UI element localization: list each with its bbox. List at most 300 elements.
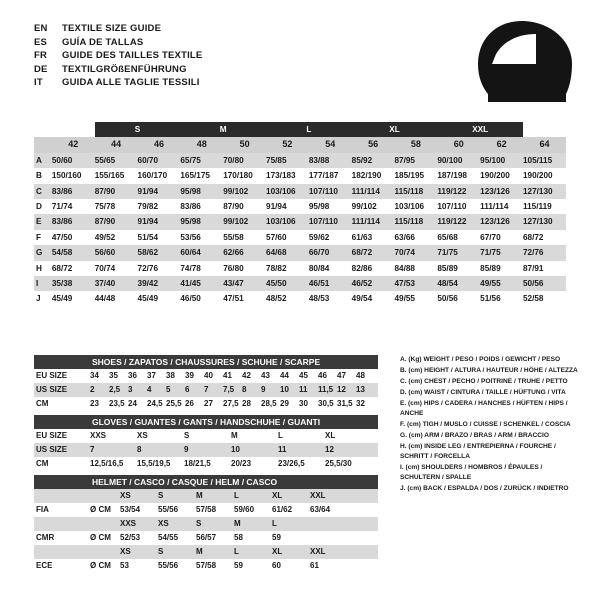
measurement-cell: 72/76: [137, 263, 159, 273]
value-cell: 59: [234, 561, 243, 570]
measurement-cell: 68/72: [522, 232, 544, 242]
value-cell: 45: [299, 371, 308, 380]
value-cell: 23,5: [109, 399, 125, 408]
measurement-cell: 45/49: [137, 294, 159, 304]
measurement-cell: 187/198: [437, 171, 467, 181]
value-cell: 13: [356, 385, 365, 394]
spacer-cell: [523, 122, 566, 137]
value-cell: 55/56: [158, 505, 179, 514]
measurement-cell: 83/86: [180, 202, 201, 212]
measurement-cell: 47/53: [395, 276, 438, 291]
legend-item: C. (cm) CHEST / PECHO / POITRINE / TRUHE / PETTO: [400, 378, 568, 386]
value-cell: 59/60: [234, 505, 255, 514]
value-cell: 39: [185, 371, 194, 380]
cmr-label: CMR: [36, 533, 55, 542]
measurement-cell: 54/58: [52, 245, 95, 260]
measurement-cell: 49/55: [480, 276, 523, 291]
measurement-cell: 87/95: [395, 153, 438, 168]
value-cell: M: [196, 491, 203, 500]
language-text: GUIDA ALLE TAGLIE TESSILI: [62, 77, 200, 89]
measurement-cell: 70/80: [223, 153, 266, 168]
spacer-cell: [34, 122, 52, 137]
value-cell: M: [234, 519, 241, 528]
helmet-table: [34, 475, 378, 573]
value-cell: 55/56: [158, 561, 179, 570]
measurement-cell: 51/56: [480, 294, 501, 304]
measurement-cell: 83/86: [52, 184, 95, 199]
measurement-cell: 182/190: [351, 171, 382, 181]
measurement-cell: 62/66: [223, 245, 266, 260]
value-cell: M: [196, 547, 203, 556]
value-cell: 5: [166, 385, 171, 394]
value-cell: XL: [272, 547, 283, 556]
value-cell: 27: [204, 399, 213, 408]
value-cell: 52/53: [120, 533, 141, 542]
measurement-cell: 35/38: [52, 276, 95, 291]
row-values: [90, 397, 378, 411]
measurement-cell: 79/82: [137, 202, 159, 212]
size-group-header: XL: [352, 122, 438, 137]
fia-label: FIA: [36, 505, 49, 514]
measurement-cell: 49/54: [351, 294, 373, 304]
ece-unit: Ø CM: [90, 561, 111, 570]
measurement-cell: 85/92: [352, 153, 395, 168]
value-cell: 60: [272, 561, 281, 570]
spacer-cell: [34, 137, 52, 152]
numeric-size-header: 58: [395, 137, 438, 152]
language-text: TEXTILGRÖßENFÜHRUNG: [62, 63, 187, 75]
row-label: C: [34, 184, 52, 199]
helmet-fia-sizes: [120, 489, 378, 503]
measurement-cell: 60/70: [138, 153, 181, 168]
measurement-cell: 91/94: [266, 202, 287, 212]
value-cell: 58: [234, 533, 243, 542]
row-label: B: [36, 171, 42, 181]
value-cell: 24: [128, 399, 137, 408]
measurement-cell: 91/94: [138, 214, 181, 229]
numeric-size-header: 56: [352, 137, 395, 152]
measurement-cell: 107/110: [309, 214, 352, 229]
measurement-cell: 74/78: [180, 263, 201, 273]
helmet-ece-sizes: [120, 545, 378, 559]
value-cell: 59: [272, 533, 281, 542]
value-cell: L: [272, 519, 277, 528]
measurement-cell: 119/122: [437, 214, 480, 229]
measurement-cell: 53/56: [180, 232, 201, 242]
value-cell: 63/64: [310, 505, 331, 514]
value-cell: 20/23: [231, 459, 252, 468]
measurement-cell: 84/88: [394, 263, 415, 273]
measurement-cell: 115/119: [522, 202, 552, 212]
measurement-cell: 46/50: [180, 294, 201, 304]
shoes-title: SHOES / ZAPATOS / CHAUSSURES / SCHUHE / SCARPE: [34, 355, 378, 369]
measurement-cell: 95/98: [180, 184, 223, 199]
value-cell: XL: [325, 431, 336, 440]
measurement-cell: 85/89: [437, 263, 458, 273]
language-code: FR: [34, 50, 48, 62]
language-code: EN: [34, 23, 48, 34]
language-title-list: [34, 22, 202, 90]
row-label: US SIZE: [34, 443, 90, 457]
value-cell: 35: [109, 371, 118, 380]
row-label: H: [36, 263, 42, 273]
value-cell: 8: [242, 385, 247, 394]
value-cell: 48: [356, 371, 365, 380]
value-cell: 57/58: [196, 505, 217, 514]
measurement-cell: 103/106: [266, 214, 309, 229]
numeric-size-header: 44: [95, 137, 138, 152]
size-group-header: M: [180, 122, 266, 137]
measurement-cell: 63/66: [394, 232, 415, 242]
numeric-size-header: 52: [266, 137, 309, 152]
gloves-table: [34, 415, 378, 471]
language-code: DE: [34, 63, 48, 75]
measurement-cell: 60/64: [180, 245, 223, 260]
value-cell: L: [278, 431, 283, 440]
cmr-unit: Ø CM: [90, 533, 111, 542]
row-label: EU SIZE: [36, 431, 68, 440]
measurement-cell: 115/118: [395, 184, 438, 199]
measurement-cell: 46/52: [352, 276, 395, 291]
value-cell: 2,5: [109, 385, 121, 394]
row-label: F: [36, 232, 42, 242]
measurement-cell: 173/183: [266, 171, 296, 181]
value-cell: XS: [158, 519, 169, 528]
value-cell: 11,5: [318, 385, 334, 394]
measurement-cell: 103/106: [266, 184, 309, 199]
measurement-cell: 50/56: [437, 294, 458, 304]
language-row: [34, 76, 202, 90]
measurement-cell: 71/75: [437, 245, 480, 260]
value-cell: XL: [272, 491, 283, 500]
measurement-cell: 44/48: [94, 294, 116, 304]
measurement-cell: 72/76: [523, 245, 566, 260]
legend-item: A. (Kg) WEIGHT / PESO / POIDS / GEWICHT / PESO: [400, 356, 561, 363]
measurement-cell: 150/160: [51, 171, 82, 181]
measurement-cell: 71/74: [51, 202, 73, 212]
measurement-cell: 76/80: [223, 263, 244, 273]
row-label: E: [34, 214, 52, 229]
measurement-cell: 46/51: [309, 276, 352, 291]
measurement-cell: 119/122: [437, 184, 480, 199]
value-cell: 4: [147, 385, 152, 394]
numeric-size-header: 54: [309, 137, 352, 152]
row-values: [90, 383, 378, 397]
measurement-cell: 41/45: [180, 276, 223, 291]
fia-unit: Ø CM: [90, 505, 111, 514]
measurement-cell: 48/54: [437, 276, 480, 291]
legend-item: B. (cm) HEIGHT / ALTURA / HAUTEUR / HÖHE / ALTEZZA: [400, 367, 578, 375]
measurement-cell: 190/200: [522, 171, 553, 181]
value-cell: 23/26,5: [278, 459, 305, 468]
language-row: [34, 49, 202, 63]
value-cell: 3: [128, 385, 133, 394]
row-values: [90, 369, 378, 383]
measurement-cell: 45/49: [51, 294, 73, 304]
value-cell: XXL: [310, 547, 326, 556]
value-cell: 57/58: [196, 561, 217, 570]
measurement-cell: 155/165: [94, 171, 125, 181]
measurement-cell: 160/170: [137, 171, 168, 181]
value-cell: S: [196, 519, 202, 528]
value-cell: 11: [299, 385, 308, 394]
helmet-cmr-sizes: [120, 517, 378, 531]
value-cell: L: [234, 547, 239, 556]
legend-item: J. (cm) BACK / ESPALDA / DOS / ZURÜCK / INDIETRO: [400, 484, 569, 492]
value-cell: L: [234, 491, 239, 500]
helmet-cmr-values: [120, 531, 378, 545]
value-cell: XXL: [310, 491, 326, 500]
value-cell: 32: [356, 399, 365, 408]
value-cell: 30,5: [318, 399, 334, 408]
measurement-cell: 103/106: [394, 202, 425, 212]
numeric-size-header: 64: [523, 137, 566, 152]
value-cell: 18/21,5: [184, 459, 211, 468]
measurement-cell: 91/94: [138, 184, 181, 199]
value-cell: S: [158, 547, 164, 556]
measurement-cell: 56/60: [95, 245, 138, 260]
value-cell: 12: [337, 385, 346, 394]
measurement-cell: 177/187: [308, 171, 339, 181]
language-row: [34, 63, 202, 77]
size-group-header: L: [266, 122, 352, 137]
measurement-cell: 50/60: [52, 153, 95, 168]
measurement-cell: 49/55: [394, 294, 415, 304]
row-label: I: [34, 276, 52, 291]
helmet-icon: [472, 18, 572, 109]
measurement-cell: 99/102: [351, 202, 377, 212]
value-cell: 26: [185, 399, 194, 408]
measurement-cell: 87/90: [95, 184, 138, 199]
measurement-cell: 75/78: [94, 202, 116, 212]
value-cell: 12,5/16,5: [90, 459, 124, 468]
value-cell: 2: [90, 385, 95, 394]
value-cell: 54/55: [158, 533, 179, 542]
measurement-cell: 90/100: [437, 153, 480, 168]
measurement-cell: 51/54: [137, 232, 159, 242]
measurement-cell: 95/98: [180, 214, 223, 229]
measurement-cell: 66/70: [309, 245, 352, 260]
value-cell: 10: [280, 385, 289, 394]
measurement-cell: 49/52: [94, 232, 116, 242]
value-cell: 27,5: [223, 399, 239, 408]
measurement-cell: 68/72: [352, 245, 395, 260]
measurement-cell: 70/74: [395, 245, 438, 260]
value-cell: 8: [137, 445, 142, 454]
helmet-ece-values: [120, 559, 378, 573]
value-cell: 28: [242, 399, 251, 408]
value-cell: 25,5: [166, 399, 182, 408]
value-cell: 53/54: [120, 505, 141, 514]
language-code: IT: [34, 77, 43, 89]
measurement-cell: 99/102: [223, 214, 266, 229]
size-group-header: XXL: [437, 122, 523, 137]
textile-size-table: [34, 122, 566, 307]
value-cell: 6: [185, 385, 190, 394]
value-cell: 24,5: [147, 399, 163, 408]
language-text: TEXTILE SIZE GUIDE: [62, 23, 162, 34]
value-cell: XS: [137, 431, 148, 440]
measurement-cell: 170/180: [223, 171, 253, 181]
shoes-table: [34, 355, 378, 411]
numeric-size-header: 42: [52, 137, 95, 152]
measurement-cell: 85/89: [480, 263, 501, 273]
row-label: D: [36, 202, 42, 212]
value-cell: 7,5: [223, 385, 235, 394]
row-label: A: [34, 153, 52, 168]
measurement-cell: 61/63: [351, 232, 373, 242]
language-text: GUIDE DES TAILLES TEXTILE: [62, 50, 203, 62]
measurement-cell: 87/90: [223, 202, 244, 212]
legend-item: I. (cm) SHOULDERS / HOMBROS / ÉPAULES / SCHULTERN / SPALLE: [400, 463, 543, 481]
value-cell: M: [231, 431, 238, 440]
measurement-cell: 48/52: [266, 294, 287, 304]
value-cell: 42: [242, 371, 251, 380]
measurement-cell: 47/50: [51, 232, 73, 242]
measurement-cell: 107/110: [309, 184, 352, 199]
language-row: [34, 22, 202, 36]
measurement-cell: 107/110: [437, 202, 467, 212]
measurement-cell: 87/90: [95, 214, 138, 229]
row-values: [90, 457, 378, 471]
measurement-cell: 111/114: [480, 202, 509, 212]
value-cell: 37: [147, 371, 156, 380]
legend-item: F. (cm) TIGH / MUSLO / CUISSE / SCHENKEL / COSCIA: [400, 421, 571, 429]
value-cell: XXS: [90, 431, 107, 440]
row-label: CM: [36, 399, 49, 408]
helmet-fia-values: [120, 503, 378, 517]
value-cell: 29: [280, 399, 289, 408]
value-cell: 36: [128, 371, 137, 380]
value-cell: XXS: [120, 519, 137, 528]
measurement-cell: 48/53: [308, 294, 330, 304]
spacer-cell: [52, 122, 95, 137]
value-cell: 56/57: [196, 533, 217, 542]
value-cell: 28,5: [261, 399, 277, 408]
measurement-cell: 39/42: [138, 276, 181, 291]
legend-item: G. (cm) ARM / BRAZO / BRAS / ARM / BRACCIO: [400, 432, 549, 440]
row-label: CM: [36, 459, 49, 468]
value-cell: 40: [204, 371, 213, 380]
measurement-cell: 70/74: [94, 263, 116, 273]
value-cell: 38: [166, 371, 175, 380]
measurement-cell: 50/56: [523, 276, 566, 291]
value-cell: S: [158, 491, 164, 500]
measurement-cell: 43/47: [223, 276, 266, 291]
numeric-size-header: 46: [138, 137, 181, 152]
lower-tables: [34, 355, 378, 573]
measurement-cell: 78/82: [266, 263, 287, 273]
measurement-cell: 185/195: [394, 171, 425, 181]
measurement-cell: 65/75: [180, 153, 223, 168]
measurement-cell: 57/60: [266, 232, 287, 242]
value-cell: 31,5: [337, 399, 353, 408]
value-cell: 7: [204, 385, 209, 394]
measurement-cell: 105/115: [523, 153, 566, 168]
measurement-cell: 95/98: [308, 202, 330, 212]
measurement-cell: 99/102: [223, 184, 266, 199]
value-cell: 47: [337, 371, 346, 380]
row-values: [90, 429, 378, 443]
measurement-cell: 67/70: [480, 232, 501, 242]
value-cell: 61: [310, 561, 319, 570]
measurement-cell: 82/86: [351, 263, 373, 273]
row-values: [90, 443, 378, 457]
measurement-cell: 65/68: [437, 232, 458, 242]
value-cell: 9: [261, 385, 266, 394]
value-cell: 43: [261, 371, 270, 380]
gloves-title: GLOVES / GUANTES / GANTS / HANDSCHUHE / GUANTI: [34, 415, 378, 429]
measurement-cell: 83/86: [52, 214, 95, 229]
measurement-cell: 45/50: [266, 276, 309, 291]
ece-label: ECE: [36, 561, 53, 570]
measurement-cell: 111/114: [352, 214, 395, 229]
measurement-cell: 127/130: [523, 184, 566, 199]
measurement-legend: [400, 355, 580, 495]
measurement-cell: 123/126: [480, 214, 523, 229]
value-cell: 25,5/30: [325, 459, 352, 468]
measurement-cell: 190/200: [480, 171, 510, 181]
measurement-cell: 123/126: [480, 184, 523, 199]
row-label: US SIZE: [34, 383, 90, 397]
measurement-cell: 115/118: [395, 214, 438, 229]
value-cell: XS: [120, 547, 131, 556]
legend-item: H. (cm) INSIDE LEG / ENTREPIERNA / FOURCHE / SCHRITT / FORCELLA: [400, 443, 556, 460]
value-cell: 30: [299, 399, 308, 408]
value-cell: 12: [325, 445, 334, 454]
value-cell: XS: [120, 491, 131, 500]
measurement-cell: 111/114: [352, 184, 395, 199]
value-cell: 44: [280, 371, 289, 380]
value-cell: 41: [223, 371, 232, 380]
measurement-cell: 95/100: [480, 153, 523, 168]
measurement-cell: 58/62: [138, 245, 181, 260]
language-row: [34, 36, 202, 50]
measurement-cell: 68/72: [51, 263, 73, 273]
measurement-cell: 87/91: [522, 263, 544, 273]
row-label: EU SIZE: [36, 371, 68, 380]
value-cell: 23: [90, 399, 99, 408]
measurement-cell: 80/84: [308, 263, 330, 273]
legend-item: D. (cm) WAIST / CINTURA / TAILLE / HÜFTUNG / VITA: [400, 389, 566, 397]
measurement-cell: 55/58: [223, 232, 244, 242]
value-cell: 9: [184, 445, 189, 454]
language-text: GUÍA DE TALLAS: [62, 36, 144, 48]
language-code: ES: [34, 36, 48, 48]
value-cell: 7: [90, 445, 95, 454]
value-cell: 61/62: [272, 505, 293, 514]
numeric-size-header: 48: [180, 137, 223, 152]
value-cell: 11: [278, 445, 287, 454]
value-cell: 34: [90, 371, 99, 380]
numeric-size-header: 50: [223, 137, 266, 152]
measurement-cell: 59/62: [308, 232, 330, 242]
measurement-cell: 83/88: [309, 153, 352, 168]
legend-item: E. (cm) HIPS / CADERA / HANCHES / HÜFTEN / HIPS / ANCHE: [400, 400, 568, 417]
measurement-cell: 75/85: [266, 153, 309, 168]
measurement-cell: 165/175: [180, 171, 210, 181]
helmet-title: HELMET / CASCO / CASQUE / HELM / CASCO: [34, 475, 378, 489]
measurement-cell: 127/130: [523, 214, 566, 229]
size-group-header: S: [95, 122, 181, 137]
value-cell: S: [184, 431, 190, 440]
measurement-cell: 64/68: [266, 245, 309, 260]
measurement-cell: 47/51: [223, 294, 244, 304]
value-cell: 10: [231, 445, 240, 454]
numeric-size-header: 60: [437, 137, 480, 152]
row-label: J: [36, 294, 41, 304]
measurement-cell: 52/58: [522, 294, 544, 304]
